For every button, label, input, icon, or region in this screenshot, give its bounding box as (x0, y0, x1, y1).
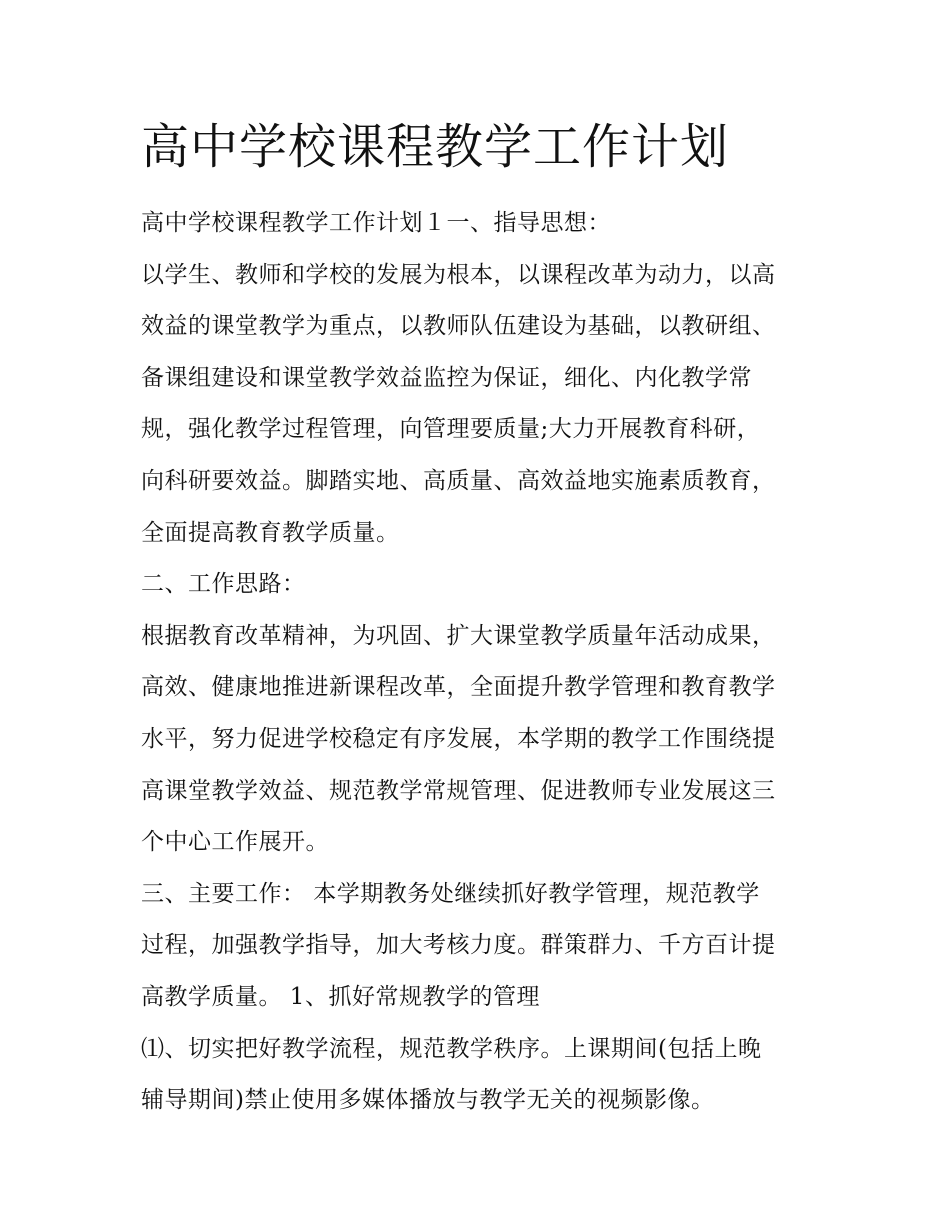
text-line: 备课组建设和课堂教学效益监控为保证，细化、内化教学常 (141, 364, 752, 391)
section-heading: 三、主要工作： 本学期教务处继续抓好教学管理，规范教学 (141, 880, 760, 907)
text-line: 高教学质量。 1、抓好常规教学的管理 (141, 983, 540, 1010)
text-line: 高中学校课程教学工作计划１一、指导思想： (141, 210, 611, 236)
section-heading: 二、工作思路： (141, 571, 306, 598)
text-line: 水平，努力促进学校稳定有序发展，本学期的教学工作围绕提 (141, 725, 776, 752)
text-line: 个中心工作展开。 (141, 829, 329, 856)
document-title: 高中学校课程教学工作计划 (141, 119, 730, 175)
text-line: 全面提高教育教学质量。 (141, 519, 400, 546)
text-line: 辅导期间)禁止使用多媒体播放与教学无关的视频影像。 (141, 1087, 715, 1114)
text-line: 高课堂教学效益、规范教学常规管理、促进教师专业发展这三 (141, 777, 776, 804)
document-body (141, 198, 831, 1127)
text-line: 规，强化教学过程管理，向管理要质量;大力开展教育科研， (141, 416, 761, 443)
text-line: 向科研要效益。脚踏实地、高质量、高效益地实施素质教育， (141, 467, 776, 494)
text-line: 以学生、教师和学校的发展为根本，以课程改革为动力，以高 (141, 261, 776, 288)
text-line: 效益的课堂教学为重点，以教师队伍建设为基础，以教研组、 (141, 313, 776, 340)
text-line: 高效、健康地推进新课程改革，全面提升教学管理和教育教学 (141, 674, 776, 701)
text-line: ⑴、切实把好教学流程，规范教学秩序。上课期间(包括上晚 (141, 1035, 762, 1062)
text-line: 根据教育改革精神，为巩固、扩大课堂教学质量年活动成果， (141, 622, 776, 649)
text-line: 过程，加强教学指导，加大考核力度。群策群力、千方百计提 (141, 932, 776, 959)
